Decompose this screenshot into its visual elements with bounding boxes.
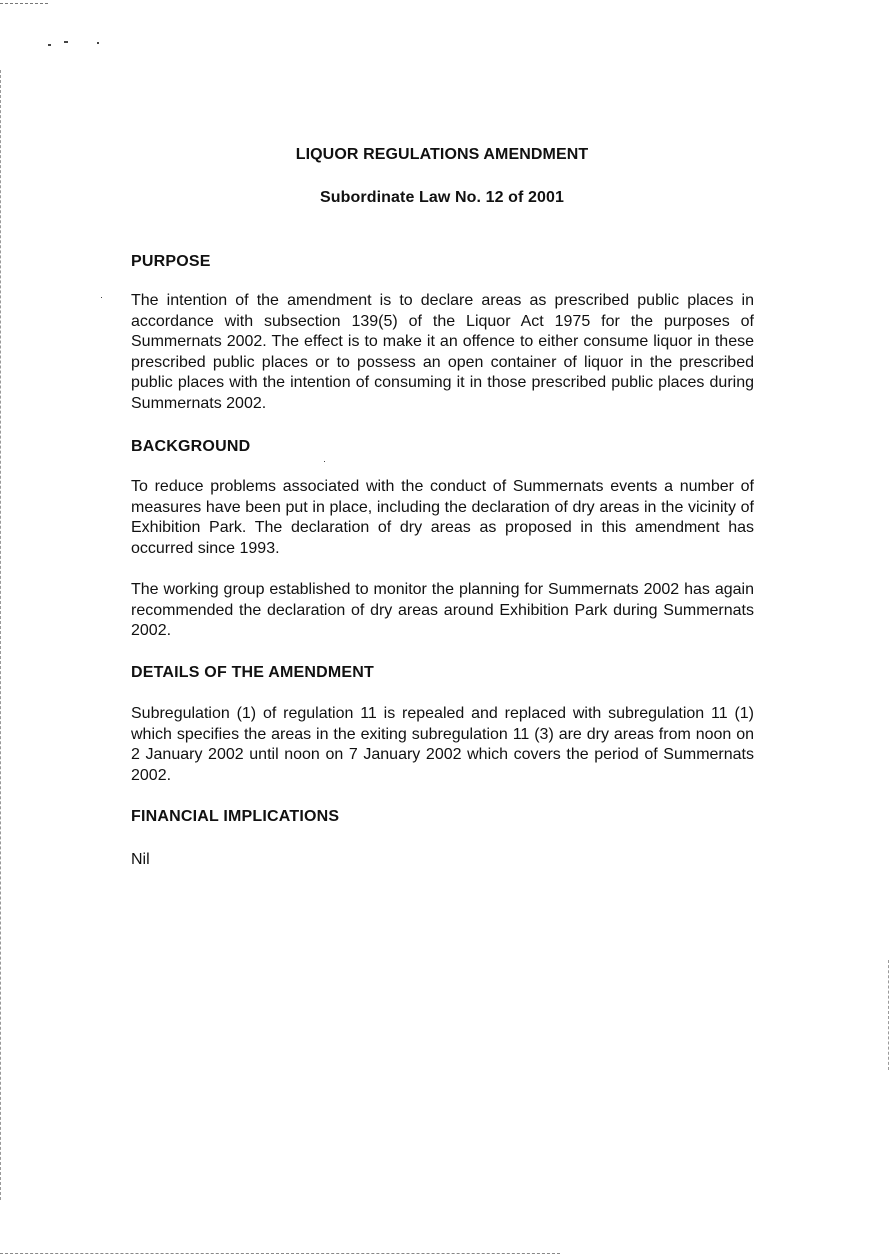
background-paragraph-2: The working group established to monitor the planning for Summernats 2002 has again recommended the declaration of dry areas around Exhibition Park during Summernats 2002. — [131, 581, 754, 640]
scan-speck — [48, 44, 51, 46]
purpose-paragraph: The intention of the amendment is to declare areas as prescribed public places in accordance with subsection 139(5) of the Liquor Act 1975 for the purposes of Summernats 2002. The effect is to make it an offence to either consume liquor in these prescribed public places or to possess an open container of liquor in the prescribed public places with the intention of consuming it in those prescribed public places during Summernats 2002. — [131, 292, 754, 412]
section-heading-financial: FINANCIAL IMPLICATIONS — [131, 808, 340, 825]
background-paragraph-1: To reduce problems associated with the conduct of Summernats events a number of measures have been put in place, including the declaration of dry areas in the vicinity of Exhibition Park. The declaration of dry areas as proposed in this amendment has occurred since 1993. — [131, 478, 754, 557]
document-title: LIQUOR REGULATIONS AMENDMENT — [295, 146, 589, 163]
scan-artifact-left-edge — [0, 70, 2, 1200]
scan-speck — [64, 41, 68, 43]
document-subtitle: Subordinate Law No. 12 of 2001 — [320, 189, 564, 206]
section-heading-details: DETAILS OF THE AMENDMENT — [131, 664, 375, 681]
scan-artifact-top — [0, 3, 48, 5]
scan-speck — [101, 297, 102, 298]
section-heading-purpose: PURPOSE — [131, 253, 211, 270]
scan-speck — [324, 461, 325, 462]
scan-artifact-right-edge — [888, 960, 890, 1070]
section-heading-background: BACKGROUND — [131, 438, 251, 455]
details-paragraph: Subregulation (1) of regulation 11 is repealed and replaced with subregulation 11 (1) which specifies the areas in the exiting subregulation 11 (3) are dry areas from noon on 2 January 2002 until noon on 7 January 2002 which covers the period of Summernats 2002. — [131, 705, 754, 784]
scan-speck — [97, 42, 99, 44]
financial-paragraph: Nil — [131, 851, 150, 868]
scan-artifact-bottom — [0, 1253, 560, 1255]
